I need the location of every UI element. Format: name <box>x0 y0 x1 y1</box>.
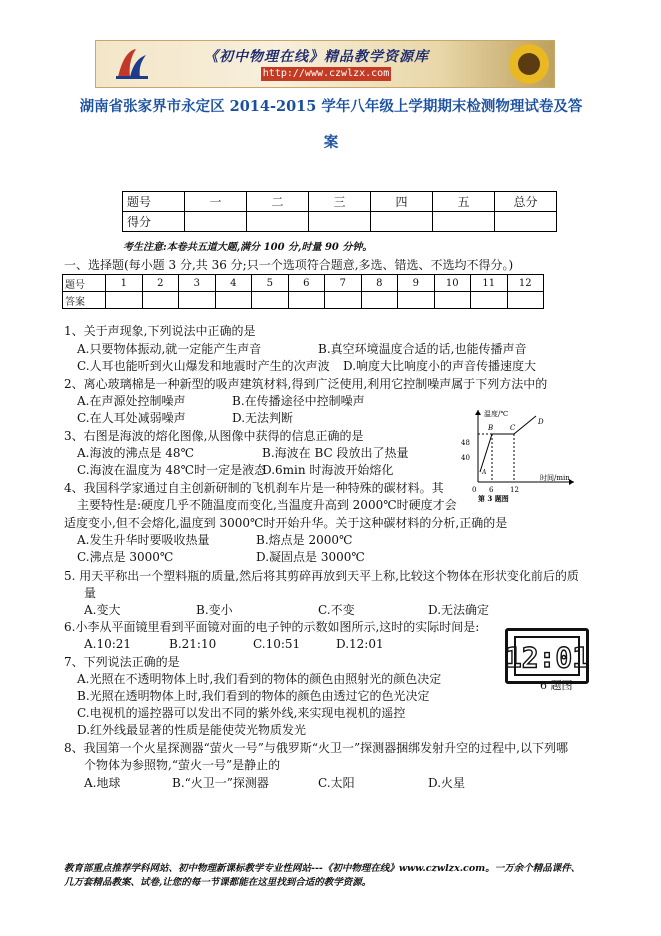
score-table-cell: 题号 <box>123 192 185 212</box>
answer-cell <box>142 292 179 309</box>
score-cell <box>371 212 433 232</box>
banner-url[interactable]: http://www.czwlzx.com <box>262 68 390 79</box>
answer-cell <box>215 292 252 309</box>
answer-cell <box>252 292 289 309</box>
answer-number: 4 <box>215 275 252 292</box>
q8-option-c: C.太阳 <box>318 776 355 790</box>
question-3: 3、右图是海波的熔化图像,从图像中获得的信息正确的是 <box>64 429 364 443</box>
score-table-row <box>123 212 557 232</box>
q3-option-a: A.海波的沸点是 48℃ <box>77 446 194 460</box>
answer-number: 10 <box>434 275 471 292</box>
graph-point-a: A <box>482 469 487 476</box>
footer-line-2: 几万套精品教案、试卷,让您的每一节课都能在这里找到合适的教学资源。 <box>64 877 372 888</box>
q3-option-b: B.海波在 BC 段放出了热量 <box>262 446 409 460</box>
exam-note: 考生注意:本卷共五道大题,满分 100 分,时量 90 分钟。 <box>123 242 373 253</box>
page-title <box>40 97 622 153</box>
q2-option-a: A.在声源处控制噪声 <box>77 394 186 408</box>
q7-option-b: B.光照在透明物体上时,我们看到的物体的颜色由透过它的色光决定 <box>77 689 430 703</box>
clock-digits: 12:01 <box>504 641 590 674</box>
answer-cell <box>507 292 544 309</box>
score-table-cell: 四 <box>371 192 433 212</box>
q2-option-d: D.无法判断 <box>232 411 294 425</box>
answer-number: 11 <box>471 275 508 292</box>
score-cell <box>247 212 309 232</box>
q5-option-b: B.变小 <box>196 603 233 617</box>
answer-cell <box>361 292 398 309</box>
q7-option-d: D.红外线最显著的性质是能使荧光物质发光 <box>77 723 307 737</box>
score-row-label: 得分 <box>123 212 185 232</box>
question-5-line-2: 量 <box>84 586 97 600</box>
question-6: 6.小李从平面镜里看到平面镜对面的电子钟的示数如图所示,这时的实际时间是: <box>64 620 480 634</box>
clock-display <box>504 636 590 676</box>
answer-number: 1 <box>106 275 143 292</box>
banner-title: 《初中物理在线》精品教学资源库 <box>204 49 429 65</box>
answer-cell <box>398 292 435 309</box>
q8-option-d: D.火星 <box>428 776 466 790</box>
answer-number: 8 <box>361 275 398 292</box>
q5-option-a: A.变大 <box>84 603 121 617</box>
y-axis-arrow-icon <box>475 410 481 415</box>
q6-option-b: B.21:10 <box>169 637 217 651</box>
answer-cell <box>106 292 143 309</box>
graph-tick-12: 12 <box>510 486 519 494</box>
header-banner <box>95 40 555 88</box>
score-table-cell: 三 <box>309 192 371 212</box>
answer-cell <box>434 292 471 309</box>
answer-cell <box>471 292 508 309</box>
answer-number: 9 <box>398 275 435 292</box>
graph-tick-0: 0 <box>472 486 477 494</box>
score-cell <box>309 212 371 232</box>
q8-option-a: A.地球 <box>84 776 121 790</box>
q8-option-b: B.“火卫一”探测器 <box>172 776 269 790</box>
q3-option-d: D.6min 时海波开始熔化 <box>262 463 394 477</box>
score-cell <box>495 212 557 232</box>
question-1: 1、关于声现象,下列说法中正确的是 <box>64 324 256 338</box>
score-cell <box>433 212 495 232</box>
question-5: 5. 用天平称出一个塑料瓶的质量,然后将其剪碎再放到天平上称,比较这个物体在形状变化前后的质 <box>64 569 579 583</box>
q5-option-c: C.不变 <box>318 603 355 617</box>
question-4-line-3: 适度变小,但不会熔化,温度到 3000℃时开始升华。关于这种碳材料的分析,正确的是 <box>64 516 508 530</box>
answer-number: 2 <box>142 275 179 292</box>
q7-option-c: C.电视机的遥控器可以发出不同的紫外线,来实现电视机的遥控 <box>77 706 406 720</box>
q4-option-c: C.沸点是 3000℃ <box>77 550 174 564</box>
answer-table-header-row <box>63 275 544 292</box>
q5-option-d: D.无法确定 <box>428 603 490 617</box>
question-4: 4、我国科学家通过自主创新研制的飞机刹车片是一种特殊的碳材料。其 <box>64 481 444 495</box>
question-8: 8、我国第一个火星探测器“萤火一号”与俄罗斯“火卫一”探测器捆绑发射升空的过程中,以下列哪 <box>64 741 568 755</box>
site-logo-icon <box>114 47 150 81</box>
title-line-1: 湖南省张家界市永定区 2014-2015 学年八年级上学期期末检测物理试卷及答 <box>79 98 583 115</box>
clock-caption: 6 题图 <box>540 679 573 692</box>
graph-caption: 第 3 题图 <box>478 494 509 503</box>
q6-option-a: A.10:21 <box>84 637 132 651</box>
digital-clock <box>505 628 589 684</box>
q2-option-c: C.在人耳处减弱噪声 <box>77 411 186 425</box>
q1-option-b: B.真空环境温度合适的话,也能传播声音 <box>318 342 527 356</box>
q1-option-a: A.只要物体振动,就一定能产生声音 <box>77 342 262 356</box>
answer-cell <box>325 292 362 309</box>
question-7: 7、下列说法正确的是 <box>64 655 180 669</box>
answer-number: 3 <box>179 275 216 292</box>
q4-option-a: A.发生升华时要吸收热量 <box>77 533 210 547</box>
graph-point-d: D <box>538 418 544 426</box>
score-table-header-row <box>123 192 557 212</box>
graph-tick-48: 48 <box>461 439 470 447</box>
score-table-cell: 五 <box>433 192 495 212</box>
clock-digits-icon <box>504 638 590 674</box>
graph-point-b: B <box>488 424 494 432</box>
answer-number: 12 <box>507 275 544 292</box>
q4-option-b: B.熔点是 2000℃ <box>256 533 353 547</box>
sunflower-icon <box>506 41 552 87</box>
section-1-heading: 一、选择题(每小题 3 分,共 36 分;只一个选项符合题意,多选、错选、不选均不得分。) <box>64 258 514 272</box>
question-4-line-2: 主要特性是:硬度几乎不随温度而变化,当温度升高到 2000℃时硬度才会 <box>77 498 457 512</box>
answer-cell <box>288 292 325 309</box>
title-line-2: 案 <box>323 134 339 151</box>
q3-option-c: C.海波在温度为 48℃时一定是液态 <box>77 463 267 477</box>
score-table <box>122 191 557 232</box>
answer-table <box>62 274 544 309</box>
q4-option-d: D.凝固点是 3000℃ <box>256 550 365 564</box>
q7-option-a: A.光照在不透明物体上时,我们看到的物体的颜色由照射光的颜色决定 <box>77 672 442 686</box>
q6-option-d: D.12:01 <box>336 637 384 651</box>
score-table-cell: 总分 <box>495 192 557 212</box>
q6-option-c: C.10:51 <box>253 637 301 651</box>
graph-ylabel: 温度/℃ <box>484 410 509 418</box>
answer-number: 5 <box>252 275 289 292</box>
question-8-line-2: 个物体为参照物,“萤火一号”是静止的 <box>84 758 281 772</box>
graph-xlabel: 时间/min <box>540 474 570 482</box>
answer-table-row <box>63 292 544 309</box>
score-cell <box>185 212 247 232</box>
question-2: 2、离心玻璃棉是一种新型的吸声建筑材料,得到广泛使用,利用它控制噪声属于下列方法中的 <box>64 377 548 391</box>
score-table-cell: 一 <box>185 192 247 212</box>
graph-point-c: C <box>510 424 516 432</box>
q1-option-d: D.响度大比响度小的声音传播速度大 <box>343 359 537 373</box>
graph-tick-6: 6 <box>489 486 494 494</box>
graph-tick-40: 40 <box>461 454 470 462</box>
x-axis-arrow-icon <box>569 479 574 485</box>
answer-number: 6 <box>288 275 325 292</box>
melting-graph <box>452 402 582 502</box>
answer-header-label: 题号 <box>63 275 106 292</box>
footer-line-1: 教育部重点推荐学科网站、初中物理新课标教学专业性网站---《初中物理在线》www.czwlzx.com。一万余个精品课件、 <box>64 863 581 874</box>
answer-cell <box>179 292 216 309</box>
score-table-cell: 二 <box>247 192 309 212</box>
q2-option-b: B.在传播途径中控制噪声 <box>232 394 365 408</box>
answer-number: 7 <box>325 275 362 292</box>
q1-option-c: C.人耳也能听到火山爆发和地震时产生的次声波 <box>77 359 330 373</box>
answer-row-label: 答案 <box>63 292 106 309</box>
page-footer <box>64 862 634 890</box>
